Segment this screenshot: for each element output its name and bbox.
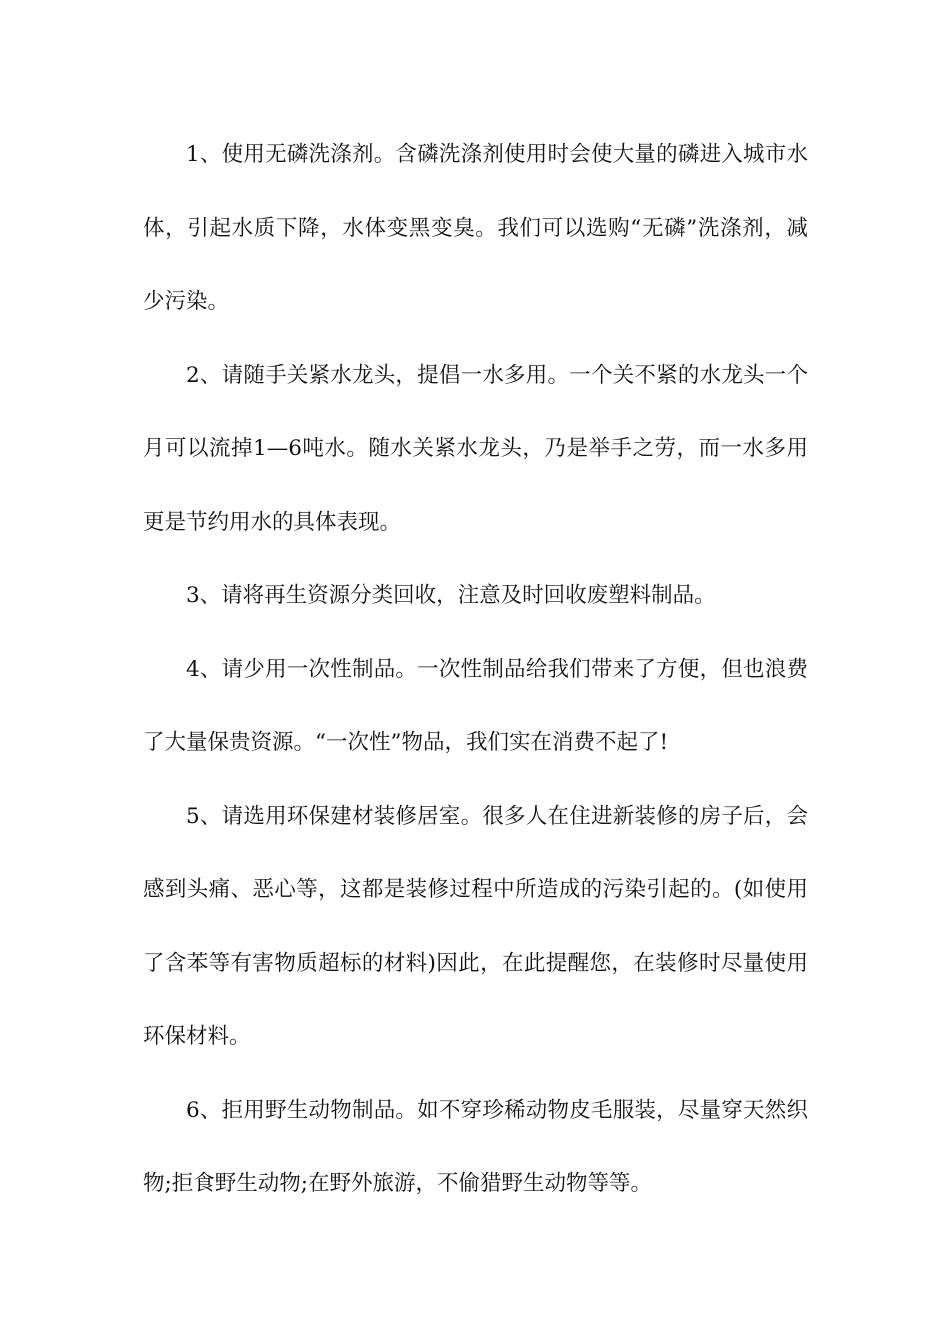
document-body (143, 118, 808, 1221)
paragraph-3: 3、请将再生资源分类回收，注意及时回收废塑料制品。 (186, 583, 716, 608)
paragraph-4: 4、请少用一次性制品。一次性制品给我们带来了方便，但也浪费了大量保贵资源。“一次性”物品，我们实在消费不起了! (143, 656, 808, 755)
paragraph-2: 2、请随手关紧水龙头，提倡一水多用。一个关不紧的水龙头一个月可以流掉1—6吨水。随水关紧水龙头，乃是举手之劳，而一水多用更是节约用水的具体表现。 (143, 362, 808, 535)
paragraph-1: 1、使用无磷洗涤剂。含磷洗涤剂使用时会使大量的磷进入城市水体，引起水质下降，水体变黑变臭。我们可以选购“无磷”洗涤剂，减少污染。 (143, 142, 808, 314)
paragraph-6: 6、拒用野生动物制品。如不穿珍稀动物皮毛服装，尽量穿天然织物;拒食野生动物;在野外旅游，不偷猎野生动物等等。 (143, 1097, 808, 1196)
paragraph-5: 5、请选用环保建材装修居室。很多人在住进新装修的房子后，会感到头痛、恶心等，这都是装修过程中所造成的污染引起的。(如使用了含苯等有害物质超标的材料)因此，在此提醒您，在装修时尽量使用环保材料。 (143, 803, 808, 1049)
